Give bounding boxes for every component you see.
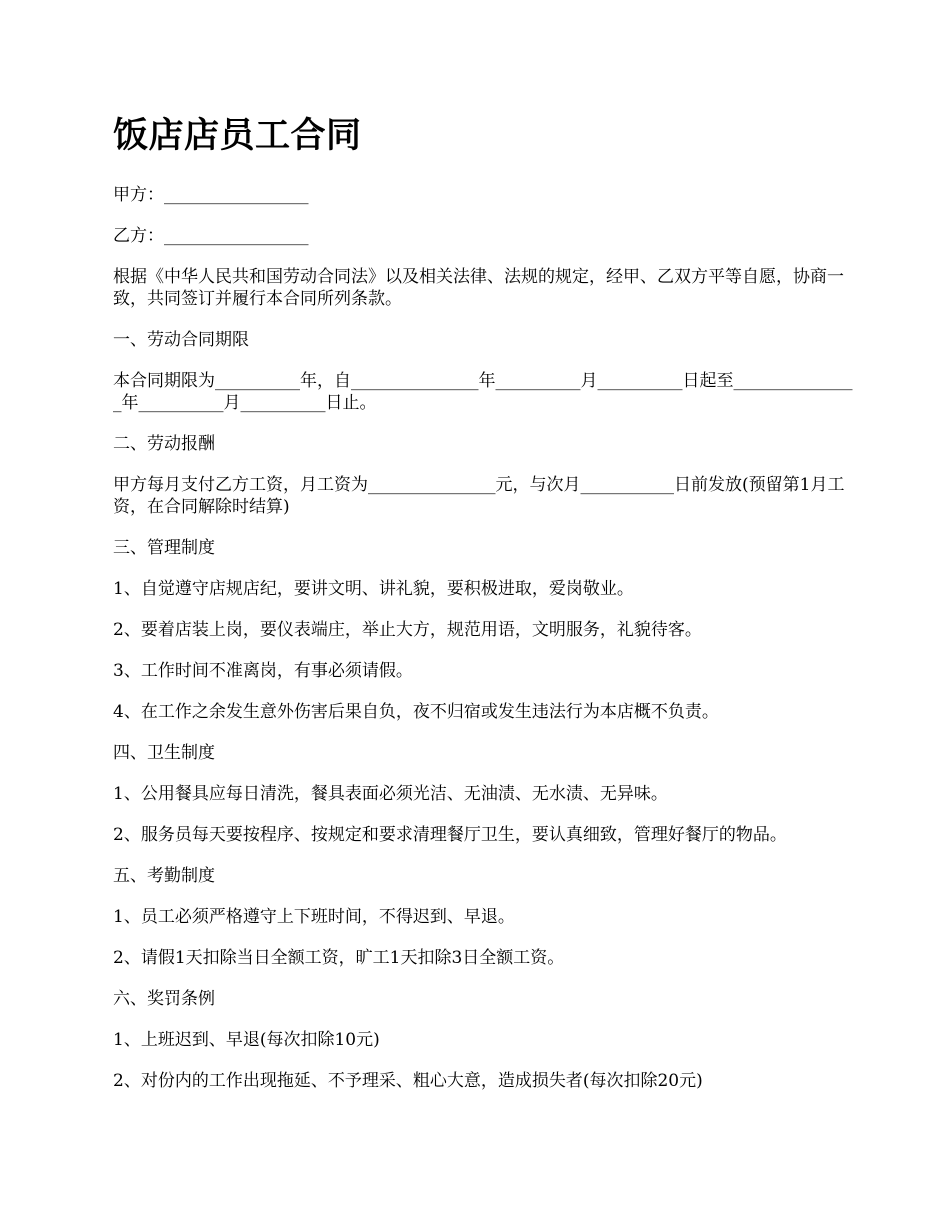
section-heading: 六、奖罚条例: [113, 989, 215, 1009]
contract-term-paragraph: 本合同期限为__________年，自_______________年__________月__________日起至_______________年__________月__________日止。: [113, 371, 853, 413]
list-item: 1、公用餐具应每日清洗，餐具表面必须光洁、无油渍、无水渍、无异味。: [113, 784, 668, 804]
list-item: 1、上班迟到、早退(每次扣除10元): [113, 1030, 380, 1050]
list-item: 2、对份内的工作出现拖延、不予理采、粗心大意，造成损失者(每次扣除20元): [113, 1071, 703, 1091]
document-title: 饭店店员工合同: [113, 115, 362, 156]
list-item: 2、请假1天扣除当日全额工资，旷工1天扣除3日全额工资。: [113, 948, 565, 968]
list-item: 1、员工必须严格遵守上下班时间，不得迟到、早退。: [113, 907, 515, 927]
intro-paragraph: 根据《中华人民共和国劳动合同法》以及相关法律、法规的规定，经甲、乙双方平等自愿，协商一致，共同签订并履行本合同所列条款。: [113, 267, 844, 309]
section-heading: 三、管理制度: [113, 538, 215, 558]
section-heading: 一、劳动合同期限: [113, 330, 249, 350]
document-page: [113, 110, 858, 1111]
list-item: 2、服务员每天要按程序、按规定和要求清理餐厅卫生，要认真细致，管理好餐厅的物品。: [113, 825, 787, 845]
party-b-line: 乙方：_________________: [113, 226, 309, 246]
party-a-line: 甲方：_________________: [113, 185, 309, 205]
section-heading: 二、劳动报酬: [113, 434, 215, 454]
list-item: 2、要着店装上岗，要仪表端庄，举止大方，规范用语，文明服务，礼貌待客。: [113, 620, 702, 640]
list-item: 4、在工作之余发生意外伤害后果自负，夜不归宿或发生违法行为本店概不负责。: [113, 702, 719, 722]
list-item: 3、工作时间不准离岗，有事必须请假。: [113, 661, 413, 681]
section-heading: 四、卫生制度: [113, 743, 215, 763]
section-heading: 五、考勤制度: [113, 866, 215, 886]
list-item: 1、自觉遵守店规店纪，要讲文明、讲礼貌，要积极进取，爱岗敬业。: [113, 579, 634, 599]
salary-paragraph: 甲方每月支付乙方工资，月工资为_______________元，与次月___________日前发放(预留第1月工资，在合同解除时结算): [113, 475, 845, 517]
